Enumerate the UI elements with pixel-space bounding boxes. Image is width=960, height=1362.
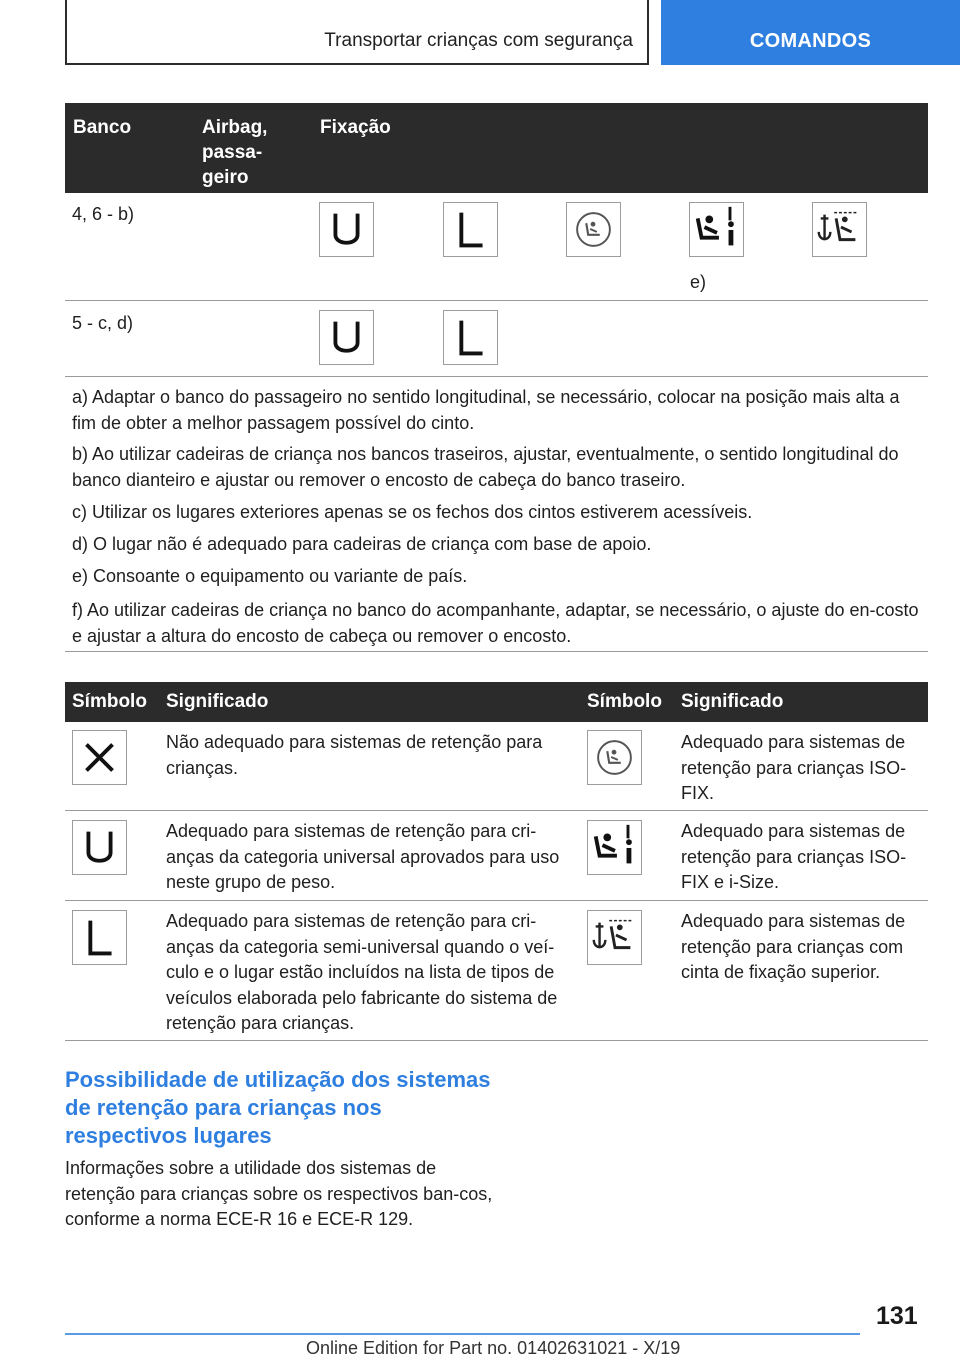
divider <box>65 1040 928 1041</box>
isofix-i-size-icon <box>689 202 744 257</box>
top-tether-anchor-icon <box>587 910 642 965</box>
footnote-a: a) Adaptar o banco do passageiro no sentido longitudinal, se necessário, colocar na posição mais alta a fim de obter a melhor passagem possível do cinto. <box>72 387 900 433</box>
col-header-symbol-2: Símbolo <box>587 691 662 712</box>
L-icon <box>443 202 498 257</box>
isofix-seat-icon <box>587 730 642 785</box>
edition-text: Online Edition for Part no. 01402631021 - X/19 <box>306 1338 681 1358</box>
isofix-seat-icon <box>566 202 621 257</box>
section-heading: Possibilidade de utilização dos sistemas de retenção para crianças nos respectivos lugares <box>65 1067 491 1148</box>
divider <box>65 900 928 901</box>
col-header-airbag-line: geiro <box>202 167 249 188</box>
symbol-meaning: Adequado para sistemas de retenção para cri-anças da categoria universal aprovados para uso neste grupo de peso. <box>166 821 560 892</box>
col-header-airbag <box>202 115 267 190</box>
isofix-i-size-icon <box>587 820 642 875</box>
seat-table-header <box>65 103 928 193</box>
section-body: Informações sobre a utilidade dos sistemas de retenção para crianças sobre os respectivos ban-cos, conforme a norma ECE-R 16 e ECE-R 129. <box>65 1158 493 1229</box>
footnote-e: e) Consoante o equipamento ou variante de país. <box>72 566 468 586</box>
col-header-meaning: Significado <box>166 691 269 712</box>
footer-rule <box>65 1333 860 1335</box>
symbol-meaning: Não adequado para sistemas de retenção para crianças. <box>166 732 543 778</box>
footnote-c: c) Utilizar os lugares exteriores apenas se os fechos dos cintos estiverem acessíveis. <box>72 502 753 522</box>
section-tab[interactable] <box>661 0 960 65</box>
symbol-meaning: Adequado para sistemas de retenção para crianças com cinta de fixação superior. <box>681 911 906 982</box>
footnote-b: b) Ao utilizar cadeiras de criança nos bancos traseiros, ajustar, eventualmente, o sentido longitudinal do banco dianteiro e ajustar ou remover o encosto de cabeça do banco traseiro. <box>72 444 899 490</box>
symbol-meaning: Adequado para sistemas de retenção para crianças ISO-FIX. <box>681 732 907 803</box>
L-icon <box>72 910 127 965</box>
seat-row-label: 5 - c, d) <box>72 313 134 333</box>
L-icon <box>443 310 498 365</box>
col-header-seat: Banco <box>73 117 132 138</box>
seat-row-label: 4, 6 - b) <box>72 204 135 224</box>
section-tab-label: COMANDOS <box>749 30 872 52</box>
divider <box>65 810 928 811</box>
not-suitable-x-icon <box>72 730 127 785</box>
header-title-box <box>65 0 649 65</box>
divider <box>65 651 928 652</box>
U-icon <box>319 310 374 365</box>
page-number: 131 <box>876 1302 918 1330</box>
col-header-symbol: Símbolo <box>72 691 147 712</box>
col-header-airbag-line: Airbag, <box>202 117 268 138</box>
U-icon <box>319 202 374 257</box>
col-header-meaning-2: Significado <box>681 691 784 712</box>
divider <box>65 300 928 301</box>
divider <box>65 376 928 377</box>
header-title: Transportar crianças com segurança <box>324 30 633 51</box>
footnote-f: f) Ao utilizar cadeiras de criança no banco do acompanhante, adaptar, se necessário, o ajuste do en-costo e ajustar a altura do encosto de cabeça ou remover o encosto. <box>72 600 919 646</box>
footnote-d: d) O lugar não é adequado para cadeiras de criança com base de apoio. <box>72 534 652 554</box>
symbol-table-header <box>65 682 928 722</box>
top-tether-anchor-icon <box>812 202 867 257</box>
symbol-meaning: Adequado para sistemas de retenção para crianças ISO-FIX e i-Size. <box>681 821 907 892</box>
U-icon <box>72 820 127 875</box>
col-header-fixation: Fixação <box>320 117 391 138</box>
symbol-meaning: Adequado para sistemas de retenção para cri-anças da categoria semi-universal quando o veí-culo e o lugar estão incluídos na lista de tipos de veículos elaborada pelo fabricante do sistema de retenção para crianças. <box>166 911 558 1033</box>
col-header-airbag-line: passa- <box>202 142 263 163</box>
row-note: e) <box>690 272 707 292</box>
